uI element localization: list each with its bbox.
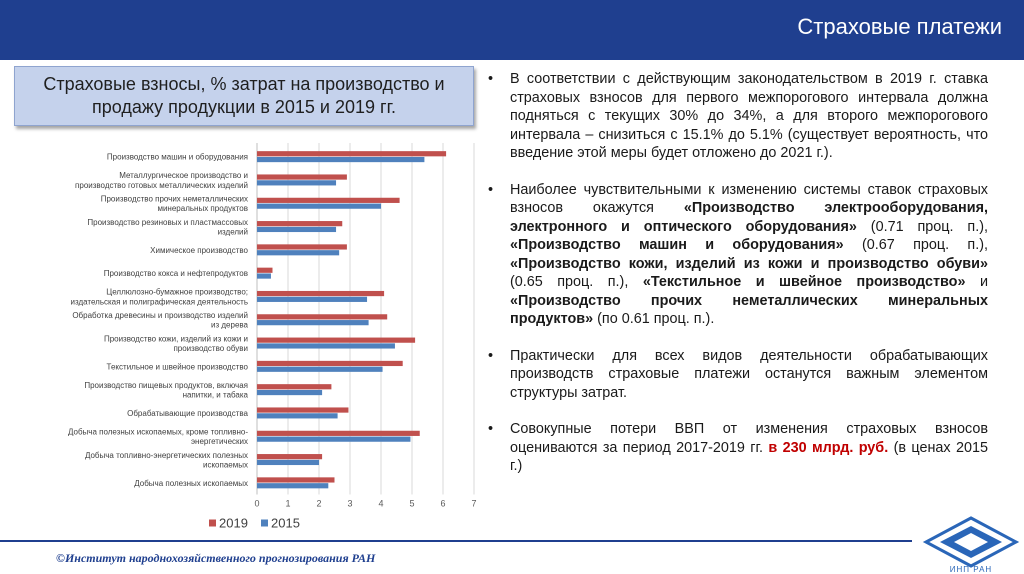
x-tick-label: 2 <box>316 498 322 509</box>
bar-2019 <box>257 407 348 412</box>
bar-2015 <box>257 367 383 372</box>
x-tick-label: 7 <box>471 498 477 509</box>
bullet-dot-icon: • <box>488 347 494 364</box>
bar-2019 <box>257 454 322 459</box>
bullet-text: Практически для всех видов деятельности обрабатывающих производств страховые платежи останутся важным элементом структуры затрат. <box>510 347 988 401</box>
x-tick-label: 1 <box>285 498 291 509</box>
highlight-value: в 230 млрд. руб. <box>768 439 889 456</box>
text-panel <box>488 70 988 494</box>
bullet-text: В соответствии с действующим законодательством в 2019 г. ставка страховых взносов для первого межпорогового интервала должна подняться с текущих 30% до 34%, а для второго межпорогового интервала – снизиться с 15.1% до 5.1% (существует вероятность, что введение этой меры будет отложено до 2021 г.). <box>510 71 988 161</box>
x-tick-label: 6 <box>440 498 446 509</box>
x-tick-label: 5 <box>409 498 415 509</box>
bar-2019 <box>257 151 446 156</box>
bar-2019 <box>257 384 331 389</box>
bar-2019 <box>257 338 415 343</box>
category-label: Обрабатывающие производства <box>127 408 248 418</box>
bar-2015 <box>257 320 369 325</box>
chart-title: Страховые взносы, % затрат на производство и продажу продукции в 2015 и 2019 гг. <box>14 66 474 126</box>
bar-2019 <box>257 314 387 319</box>
bar-2019 <box>257 174 347 179</box>
bullet-dot-icon: • <box>488 181 494 198</box>
bar-2015 <box>257 204 381 209</box>
chart-legend <box>209 516 300 531</box>
bullet-paragraph <box>488 70 988 163</box>
legend-swatch-2015 <box>261 520 268 527</box>
footer-divider <box>0 540 912 542</box>
x-tick-label: 0 <box>254 498 260 509</box>
category-label: Производство кожи, изделий из кожи и производство обуви <box>103 334 248 353</box>
bar-2019 <box>257 361 403 366</box>
category-label: Добыча полезных ископаемых, кроме топливно-энергетических <box>67 427 248 447</box>
bullet-text: (0.67 проц. п.), <box>843 237 988 253</box>
bar-2015 <box>257 413 338 418</box>
category-label: Обработка древесины и производство изделий из дерева <box>72 310 248 330</box>
bold-text: «Производство прочих неметаллических минеральных продуктов» <box>510 292 988 327</box>
footer-copyright: ©Институт народнохозяйственного прогнозирования РАН <box>56 551 376 565</box>
bar-2019 <box>257 431 420 436</box>
bar-2019 <box>257 477 335 482</box>
logo-text: ИНП РАН <box>949 565 993 574</box>
legend-label-2015: 2015 <box>271 515 300 531</box>
institute-logo <box>922 516 1020 574</box>
bullet-text: Наиболее чувствительными к изменению системы ставок страховых взносов окажутся <box>510 181 988 216</box>
x-tick-label: 4 <box>378 498 384 509</box>
bold-text: «Производство электрооборудования, электронного и оптического оборудования» <box>510 200 988 235</box>
bar-2015 <box>257 157 424 162</box>
bar-2015 <box>257 273 271 278</box>
category-label: Химическое производство <box>150 245 248 255</box>
bar-2019 <box>257 291 384 296</box>
bar-2015 <box>257 343 395 348</box>
bullet-paragraph <box>488 347 988 403</box>
bar-2019 <box>257 221 342 226</box>
bar-2015 <box>257 227 336 232</box>
category-label: Текстильное и швейное производство <box>106 362 248 372</box>
page-title: Страховые платежи <box>797 14 1002 39</box>
bullet-paragraph <box>488 181 988 329</box>
bullet-text: (по 0.61 проц. п.). <box>593 311 715 327</box>
bullet-text: Совокупные потери ВВП от изменения страховых взносов оцениваются за период 2017-2019 гг. <box>510 421 988 456</box>
category-label: Добыча полезных ископаемых <box>134 478 248 488</box>
chart-bars <box>257 151 446 488</box>
category-label: Производство машин и оборудования <box>106 152 248 162</box>
bar-2019 <box>257 198 400 203</box>
category-label: Добыча топливно-энергетических полезных ископаемых <box>84 450 248 470</box>
bar-chart <box>14 136 484 536</box>
bullet-paragraph <box>488 420 988 476</box>
x-tick-label: 3 <box>347 498 353 509</box>
legend-label-2019: 2019 <box>219 515 248 531</box>
category-label: Производство резиновых и пластмассовых изделий <box>87 217 248 237</box>
bullet-text: (0.71 проц. п.), <box>856 218 988 235</box>
bar-2015 <box>257 483 328 488</box>
category-label: Производство кокса и нефтепродуктов <box>103 269 248 279</box>
bar-2015 <box>257 437 410 442</box>
bullet-text: (0.65 проц. п.), <box>510 274 643 290</box>
bar-2015 <box>257 460 319 465</box>
chart-category-labels <box>68 153 249 488</box>
bar-2019 <box>257 268 273 273</box>
bold-text: «Производство кожи, изделий из кожи и производство обуви» <box>510 255 988 272</box>
bold-text: «Производство машин и оборудования» <box>510 237 844 253</box>
bar-2015 <box>257 390 322 395</box>
chart-tick-labels <box>254 499 476 509</box>
category-label: Металлургическое производство и производство готовых металлических изделий <box>75 171 248 190</box>
bullet-dot-icon: • <box>488 421 494 437</box>
bar-2019 <box>257 244 347 249</box>
header-bar <box>0 0 1024 60</box>
category-label: Производство прочих неметаллических минеральных продуктов <box>100 194 248 214</box>
bullet-dot-icon: • <box>488 71 494 87</box>
legend-swatch-2019 <box>209 520 216 527</box>
bar-2015 <box>257 180 336 185</box>
bullet-text: (в ценах 2015 г.) <box>510 439 988 474</box>
bar-2015 <box>257 250 339 255</box>
category-label: Целлюлозно-бумажное производство; издательская и полиграфическая деятельность <box>70 287 248 307</box>
bar-2015 <box>257 297 367 302</box>
bullet-text: и <box>965 274 988 290</box>
bold-text: «Текстильное и швейное производство» <box>642 274 966 290</box>
category-label: Производство пищевых продуктов, включая напитки, и табака <box>84 380 248 400</box>
